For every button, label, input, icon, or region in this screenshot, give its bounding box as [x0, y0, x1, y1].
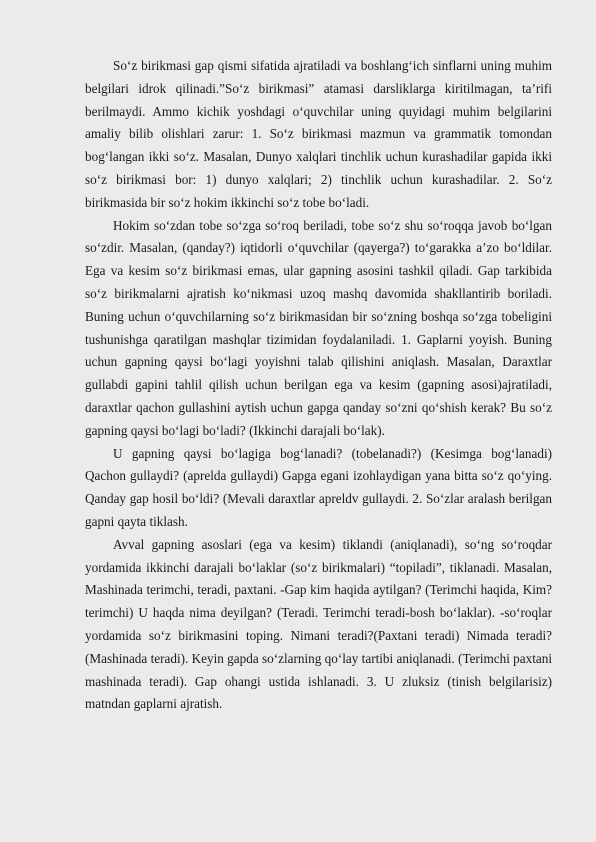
paragraph: Avval gapning asoslari (ega va kesim) tiklandi (aniqlanadi), so‘ng so‘roqdar yordamida ikkinchi darajali bo‘laklar (so‘z birikmalari) “topiladi”, tiklanadi. Masalan, Mashinada terimchi, teradi, paxtani. -Gap kim haqida aytilgan? (Terimchi haqida, Kim? terimchi) U haqda nima deyilgan? (Teradi. Terimchi teradi-bosh bo‘laklar). -so‘roqlar yordamida so‘z birikmasini toping. Nimani teradi?(Paxtani teradi) Nimada teradi? (Mashinada teradi). Keyin gapda so‘zlarning qo‘lay tartibi aniqlanadi. (Terimchi paxtani mashinada teradi). Gap ohangi ustida ishlanadi. 3. U zluksiz (tinish belgilarisiz) matndan gaplarni ajratish.: [85, 536, 552, 712]
paragraph: Hokim so‘zdan tobe so‘zga so‘roq beriladi, tobe so‘z shu so‘roqqa javob bo‘lgan so‘zdir. Masalan, (qanday?) iqtidorli o‘quvchilar (qayerga?) to‘garakka a’zo bo‘ldilar. Ega va kesim so‘z birikmasi emas, ular gapning asosini tashkil qiladi. Gap tarkibida so‘z birikmalarni ajratish ko‘nikmasi uzoq mashq davomida shakllantirib boriladi. Buning uchun o‘quvchilarning so‘z birikmasidan bir so‘zning boshqa so‘zga tobeligini tushunishga qaratilgan mashqlar tizimidan foydalaniladi. 1. Gaplarni yoyish. Buning uchun gapning qaysi bo‘lagi yoyishni talab qilishini aniqlash. Masalan, Daraxtlar gullabdi gapini tahlil qilish uchun berilgan ega va kesim (gapning asosi)ajratiladi, daraxtlar qachon gullashini aytish uchun gapga qanday so‘zni qo‘shish kerak? Bu so‘z gapning qaysi bo‘lagi bo‘ladi? (Ikkinchi darajali bo‘lak).: [85, 217, 552, 438]
paragraph: U gapning qaysi bo‘lagiga bog‘lanadi? (tobelanadi?) (Kesimga bog‘lanadi) Qachon gullaydi? (aprelda gullaydi) Gapga egani izohlaydigan yana bitta so‘z qo‘ying. Qanday gap hosil bo‘ldi? (Mevali daraxtlar apreldv gullaydi. 2. So‘zlar aralash berilgan gapni qayta tiklash.: [85, 445, 552, 529]
paragraph: So‘z birikmasi gap qismi sifatida ajratiladi va boshlang‘ich sinflarni uning muhim belgilari idrok qilinadi.”So‘z birikmasi” atamasi darsliklarga kiritilmagan, ta’rifi berilmaydi. Ammo kichik yoshdagi o‘quvchilar uning quyidagi muhim belgilarini amaliy bilib olishlari zarur: 1. So‘z birikmasi mazmun va grammatik tomondan bog‘langan ikki so‘z. Masalan, Dunyo xalqlari tinchlik uchun kurashadilar gapida ikki so‘z birikmasi bor: 1) dunyo xalqlari; 2) tinchlik uchun kurashadilar. 2. So‘z birikmasida bir so‘z hokim ikkinchi so‘z tobe bo‘ladi.: [85, 58, 552, 210]
document-body: [85, 55, 552, 716]
